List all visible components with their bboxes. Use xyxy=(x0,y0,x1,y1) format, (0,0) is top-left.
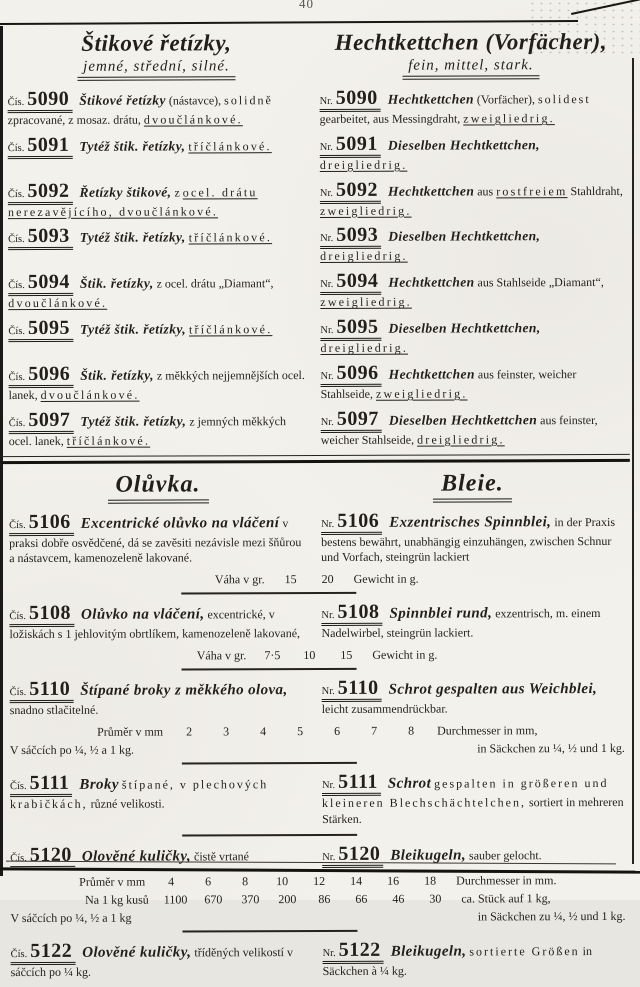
text-run: Tytéž štik. řetízky, xyxy=(80,322,186,337)
catalog-item-5111 xyxy=(10,771,625,829)
size-table-value: 670 xyxy=(202,892,224,907)
item-number-value: 5120 xyxy=(338,842,380,864)
item-number-value: 5093 xyxy=(336,224,378,246)
item-number xyxy=(320,88,381,112)
item-number-prefix: Nr. xyxy=(320,96,333,107)
item-number-value: 5110 xyxy=(29,678,70,700)
item-number-value: 5095 xyxy=(28,317,70,339)
text-run: v praksi dobře osvědčené, dá se zavěsiti nezávisle mezi šňůrou a nástavcem, kamenozeleně lakované. xyxy=(9,516,301,566)
size-table-left-label: Průměr v mm xyxy=(79,874,145,889)
item-description-german xyxy=(320,133,623,174)
text-run: leicht zusammendrückbar. xyxy=(322,702,448,716)
item-number-prefix: Čís. xyxy=(9,372,26,383)
item-description-czech xyxy=(8,226,306,267)
item-number-value: 5093 xyxy=(28,225,70,247)
item-description-czech xyxy=(8,317,306,358)
text-run: Bleikugeln, xyxy=(391,943,467,959)
sinkers-section-header xyxy=(9,470,624,504)
text-run: (Vorfächer), xyxy=(474,92,538,106)
text-run: sauber gelocht. xyxy=(466,848,542,862)
item-number xyxy=(8,89,73,113)
text-run: Olověné kuličky, xyxy=(82,848,191,864)
item-number-prefix: Čís. xyxy=(8,326,25,337)
item-description-czech xyxy=(10,678,308,719)
item-number xyxy=(9,603,74,627)
item-number xyxy=(10,679,74,703)
packaging-czech: V sáčcích po ¼, ½ a 1 kg xyxy=(10,910,131,925)
item-description-german xyxy=(322,677,625,718)
size-table-value: 16 xyxy=(382,873,404,888)
text-run: rostfreiem xyxy=(496,184,567,198)
item-number-prefix: Nr. xyxy=(322,852,335,863)
item-description-czech xyxy=(8,180,306,221)
item-number-prefix: Nr. xyxy=(321,610,334,621)
text-run: dreigliedrig. xyxy=(320,158,408,172)
item-number-value: 5106 xyxy=(337,509,379,531)
item-number-prefix: Čís. xyxy=(10,687,27,698)
text-run: Štik. řetízky, xyxy=(80,368,154,383)
packaging-row xyxy=(10,741,625,758)
text-run: aus feinster, weicher Stahlseide, xyxy=(321,367,577,401)
chains-subtitle-czech: jemné, střední, silné. xyxy=(77,58,236,81)
size-table-value: 8 xyxy=(400,724,422,739)
item-number-value: 5108 xyxy=(337,601,379,623)
text-run: z měkkých nejjemnějších ocel. lanek, xyxy=(9,368,305,402)
text-run: dreigliedrig. xyxy=(320,341,408,355)
text-run: Hechtkettchen xyxy=(388,275,474,290)
catalog-item-5097 xyxy=(9,408,624,450)
catalog-item-5096 xyxy=(8,362,623,404)
text-run: Řetízky štikové, xyxy=(80,184,172,199)
packaging-czech: V sáčcích po ¼, ½ a 1 kg. xyxy=(10,743,134,758)
chains-section-header xyxy=(7,29,622,81)
size-table-value: 20 xyxy=(317,572,339,587)
item-number-prefix: Nr. xyxy=(320,279,333,290)
text-run: Hechtkettchen xyxy=(388,183,474,198)
size-table-value: 14 xyxy=(345,873,367,888)
item-number-prefix: Čís. xyxy=(8,235,25,246)
item-number xyxy=(8,272,73,296)
text-run: různé velikosti. xyxy=(88,796,165,810)
item-number-value: 5090 xyxy=(27,88,69,110)
sinkers-header-german xyxy=(321,470,624,503)
item-divider-rule xyxy=(182,762,357,765)
text-run: solidně xyxy=(224,93,273,107)
text-run: dvoučlánkové. xyxy=(8,296,107,310)
item-number-value: 5106 xyxy=(29,510,71,532)
item-description-czech xyxy=(10,772,308,829)
text-run: zweigliedrig. xyxy=(376,386,468,400)
text-run: z xyxy=(171,185,182,199)
item-number-value: 5092 xyxy=(27,180,69,202)
item-number-prefix: Nr. xyxy=(322,686,335,697)
item-number-value: 5111 xyxy=(30,772,70,794)
item-description-german xyxy=(320,179,623,220)
item-number-value: 5092 xyxy=(336,178,378,200)
text-run: Štik. řetízky, xyxy=(80,276,154,291)
item-description-german xyxy=(320,87,623,128)
item-description-german xyxy=(321,601,624,642)
item-number xyxy=(8,364,73,388)
size-table-right-label: ca. Stück auf 1 kg, xyxy=(461,891,550,906)
item-number-value: 5097 xyxy=(28,409,70,431)
catalog-item-5106 xyxy=(9,510,624,568)
size-table-value: 66 xyxy=(350,891,372,906)
catalog-item-5108 xyxy=(9,601,624,643)
item-number-prefix: Čís. xyxy=(9,520,26,531)
item-number xyxy=(9,410,74,434)
item-number-prefix: Čís. xyxy=(10,853,27,864)
item-number-value: 5122 xyxy=(339,938,381,960)
text-run: Hechtkettchen xyxy=(389,366,475,381)
text-run: Tytéž štik. řetízky, xyxy=(80,230,186,245)
item-description-czech xyxy=(8,88,306,129)
item-divider-rule xyxy=(182,929,357,932)
size-table-value: 2 xyxy=(178,724,200,739)
scan-right-edge xyxy=(632,58,634,864)
catalog-item-5120 xyxy=(10,843,625,869)
item-description-czech xyxy=(9,602,307,643)
item-description-czech xyxy=(8,271,306,312)
catalog-item-5094 xyxy=(8,270,623,312)
text-run: gespalten in größeren und kleineren Blechschächtelchen, xyxy=(322,776,608,810)
text-run: štípané, v plechových krabičkách, xyxy=(10,777,268,811)
item-number xyxy=(321,510,382,534)
size-table-value: 46 xyxy=(387,891,409,906)
item-description-german xyxy=(320,316,623,357)
item-number xyxy=(320,225,381,249)
chains-header-german xyxy=(319,29,622,80)
size-table-value: 7 xyxy=(363,724,385,739)
text-run: aus xyxy=(474,184,496,198)
size-table-row xyxy=(9,647,624,664)
text-run: tříčlánkové. xyxy=(189,322,272,336)
size-table-value: 15 xyxy=(335,648,357,663)
text-run: zweigliedrig. xyxy=(320,203,412,217)
size-table-value: 200 xyxy=(276,892,298,907)
sinkers-title-czech: Olůvka. xyxy=(107,471,208,503)
text-run: Dieselben Hechtkettchen, xyxy=(388,320,540,336)
item-description-german xyxy=(321,510,624,567)
item-number xyxy=(320,134,381,158)
text-run: gearbeitet, aus Messingdraht, xyxy=(320,111,464,126)
catalog-item-5092 xyxy=(8,179,623,221)
text-run: Tytéž štik. řetízky, xyxy=(80,413,186,428)
text-run: Dieselben Hechtkettchen xyxy=(389,412,537,428)
item-number-prefix: Čís. xyxy=(10,781,27,792)
catalog-item-5110 xyxy=(10,677,625,719)
item-divider-rule xyxy=(182,668,357,671)
item-number-value: 5108 xyxy=(29,602,71,624)
text-run: Olůvko na vláčení, xyxy=(81,607,205,623)
item-number-prefix: Nr. xyxy=(322,780,335,791)
catalog-item-5090 xyxy=(8,87,623,129)
chains-title-czech: Štikové řetízky, xyxy=(7,30,305,57)
text-run: zweigliedrig. xyxy=(463,111,555,125)
size-table-row xyxy=(10,891,625,908)
text-run: z jemných měkkých ocel. lanek, xyxy=(9,414,286,448)
item-description-german xyxy=(323,939,626,980)
item-number-prefix: Nr. xyxy=(320,188,333,199)
size-table-row xyxy=(10,873,625,890)
item-number-prefix: Nr. xyxy=(323,948,336,959)
item-number-value: 5094 xyxy=(336,270,378,292)
chains-header-czech xyxy=(7,30,305,81)
item-divider-rule xyxy=(182,833,357,836)
chains-item-list xyxy=(8,87,624,450)
text-run: Dieselben Hechtkettchen, xyxy=(388,137,540,153)
text-run: Dieselben Hechtkettchen, xyxy=(388,229,540,245)
catalog-item-5122 xyxy=(11,939,626,981)
item-number-prefix: Čís. xyxy=(8,280,25,291)
item-description-czech xyxy=(8,363,306,404)
item-number xyxy=(9,511,74,535)
size-table-value: 4 xyxy=(252,724,274,739)
item-description-german xyxy=(320,224,623,265)
text-run: Bleikugeln, xyxy=(390,847,466,863)
item-number xyxy=(320,179,381,203)
size-table-value: 10 xyxy=(271,874,293,889)
item-number xyxy=(8,135,73,159)
item-description-czech xyxy=(10,844,308,869)
size-table-value: 5 xyxy=(289,724,311,739)
item-number-prefix: Nr. xyxy=(321,371,334,382)
item-description-german xyxy=(322,771,625,828)
size-table-right-label: Durchmesser in mm. xyxy=(456,873,556,888)
page-number: 40 xyxy=(299,0,314,12)
item-number-prefix: Čís. xyxy=(8,97,25,108)
text-run: excentrické, v ložiskách s 1 jehlovitým obrtlíkem, kamenozeleně lakované, xyxy=(9,607,300,641)
text-run: Schrot gespalten aus Weichblei, xyxy=(389,681,598,698)
item-number-prefix: Nr. xyxy=(320,325,333,336)
size-table-right-label: Gewicht in g. xyxy=(372,648,437,663)
size-table-value: 370 xyxy=(239,892,261,907)
item-description-german xyxy=(321,408,624,449)
item-number xyxy=(322,678,382,702)
text-run: in der Praxis bestens bewährt, unabhängig einzuhängen, zwischen Schnur und Vorfach, steingrün lackiert xyxy=(321,515,615,565)
catalog-content xyxy=(7,29,625,987)
scan-left-edge xyxy=(0,26,3,876)
item-number-prefix: Čís. xyxy=(8,189,25,200)
size-table-left-label: Na 1 kg kusů xyxy=(85,892,149,907)
item-number-prefix: Nr. xyxy=(321,417,334,428)
item-description-german xyxy=(320,362,623,403)
item-description-czech xyxy=(8,134,306,175)
item-number-value: 5095 xyxy=(336,316,378,338)
item-number-value: 5094 xyxy=(28,271,70,293)
text-run: sortierte Größen xyxy=(469,944,579,958)
item-number-prefix: Nr. xyxy=(320,233,333,244)
size-table-left-label: Váha v gr. xyxy=(215,572,265,587)
size-table-value: 12 xyxy=(308,874,330,889)
item-number xyxy=(8,318,73,342)
item-description-czech xyxy=(11,940,309,981)
size-table-right-label: Durchmesser in mm, xyxy=(437,723,537,738)
text-run: zpracované, z mosaz. drátu, xyxy=(8,113,144,127)
text-run: tříčlánkové. xyxy=(189,231,272,245)
chains-subtitle-german: fein, mittel, stark. xyxy=(402,57,539,79)
item-number-value: 5110 xyxy=(338,677,379,699)
catalog-item-5091 xyxy=(8,133,623,175)
item-number xyxy=(322,772,381,796)
text-run: tříčlánkové. xyxy=(188,139,271,153)
size-table-value: 6 xyxy=(326,724,348,739)
item-number-prefix: Nr. xyxy=(321,519,334,530)
item-number xyxy=(320,363,381,387)
text-run: Hechtkettchen xyxy=(388,91,474,106)
text-run: dreigliedrig. xyxy=(417,432,505,446)
size-table-left-label: Váha v gr. xyxy=(197,648,247,663)
item-number xyxy=(320,317,381,341)
text-run: Spinnblei rund, xyxy=(389,606,492,622)
text-run: Excentrické olůvko na vláčení xyxy=(81,515,280,532)
text-run: dreigliedrig. xyxy=(320,249,408,263)
item-number xyxy=(8,181,73,205)
sinkers-title-german: Bleie. xyxy=(433,470,512,502)
section-divider-rule xyxy=(1,454,630,464)
text-run: sortiert in mehreren Stärken. xyxy=(322,795,624,826)
size-table-value: 7·5 xyxy=(261,648,283,663)
text-run: snadno stlačitelné. xyxy=(10,703,99,717)
size-table-right-label: Gewicht in g. xyxy=(354,572,419,587)
item-number-value: 5111 xyxy=(338,771,378,793)
size-table-value: 4 xyxy=(160,874,182,889)
item-number-value: 5090 xyxy=(336,87,378,109)
sinkers-header-czech xyxy=(9,471,307,504)
text-run: exzentrisch, m. einem Nadelwirbel, steingrün lackiert. xyxy=(321,606,600,640)
sinkers-item-list xyxy=(9,510,626,981)
text-run: Schrot xyxy=(388,776,431,792)
item-description-czech xyxy=(9,409,307,450)
size-table-value: 30 xyxy=(424,891,446,906)
item-number xyxy=(321,409,382,433)
item-number-value: 5097 xyxy=(337,408,379,430)
catalog-item-5093 xyxy=(8,224,623,266)
text-run: Stahldraht, xyxy=(567,184,622,198)
size-table-value: 6 xyxy=(197,874,219,889)
text-run: tříděných velikostí v sáčcích po ¼ kg. xyxy=(11,945,293,979)
item-number-prefix: Nr. xyxy=(320,142,333,153)
item-number-prefix: Čís. xyxy=(8,143,25,154)
item-number xyxy=(322,843,383,867)
text-run: Štikové řetízky xyxy=(79,93,166,108)
item-number xyxy=(8,226,73,250)
item-number-value: 5122 xyxy=(30,939,72,961)
text-run: Tytéž štik. řetízky, xyxy=(79,138,185,153)
text-run: čistě vrtané xyxy=(191,849,249,863)
text-run: solidest xyxy=(538,92,591,106)
size-table-value: 10 xyxy=(298,648,320,663)
text-run: (nástavce), xyxy=(166,93,224,107)
text-run: Exzentrisches Spinnblei, xyxy=(389,514,551,531)
size-table-value: 1100 xyxy=(164,892,188,907)
packaging-german: in Säckchen zu ¼, ½ und 1 kg. xyxy=(477,741,625,757)
text-run: z ocel. drátu „Diamant“, xyxy=(154,276,274,290)
item-number-value: 5091 xyxy=(336,133,378,155)
text-run: zweigliedrig. xyxy=(320,295,412,309)
size-table-value: 8 xyxy=(234,874,256,889)
item-description-czech xyxy=(9,511,307,568)
text-run: in Säckchen à ¼ kg. xyxy=(323,944,592,978)
item-number-prefix: Čís. xyxy=(9,418,26,429)
item-number-value: 5096 xyxy=(28,363,70,385)
item-number-value: 5096 xyxy=(337,362,379,384)
text-run: tříčlánkové. xyxy=(67,433,150,447)
text-run: dvoučlánkové. xyxy=(144,112,243,126)
text-run: aus Stahlseide „Diamant“, xyxy=(475,275,604,289)
item-number xyxy=(10,773,73,797)
size-table-left-label: Průměr v mm xyxy=(97,724,163,739)
packaging-row xyxy=(10,909,625,926)
item-number-value: 5120 xyxy=(30,843,72,865)
text-run: ocel. drátu nerezavějícího, dvoučlánkové. xyxy=(8,185,258,219)
item-number-prefix: Čís. xyxy=(9,611,26,622)
item-number xyxy=(323,939,384,963)
size-table-value: 86 xyxy=(313,892,335,907)
size-table-row xyxy=(9,571,624,588)
catalog-item-5095 xyxy=(8,316,623,358)
item-divider-rule xyxy=(181,592,356,595)
text-run: Štípané broky z měkkého olova, xyxy=(80,682,287,699)
item-description-german xyxy=(320,270,623,311)
size-table-row xyxy=(10,723,625,740)
item-number-value: 5091 xyxy=(27,134,69,156)
size-table-value: 15 xyxy=(280,572,302,587)
item-number xyxy=(11,940,76,964)
item-number-prefix: Čís. xyxy=(11,949,28,960)
size-table-value: 18 xyxy=(419,873,441,888)
text-run: aus feinster, weicher Stahlseide, xyxy=(321,413,598,447)
item-number xyxy=(320,271,381,295)
top-border-rule xyxy=(0,20,578,25)
size-table-value: 3 xyxy=(215,724,237,739)
packaging-german: in Säckchen zu ¼, ½ und 1 kg. xyxy=(478,909,626,925)
text-run: Olověné kuličky, xyxy=(82,944,191,960)
text-run: dvoučlánkové. xyxy=(41,388,140,402)
chains-title-german: Hechtkettchen (Vorfächer), xyxy=(319,29,622,56)
item-number xyxy=(321,602,382,626)
text-run: Broky xyxy=(79,777,119,793)
item-number xyxy=(10,844,75,868)
